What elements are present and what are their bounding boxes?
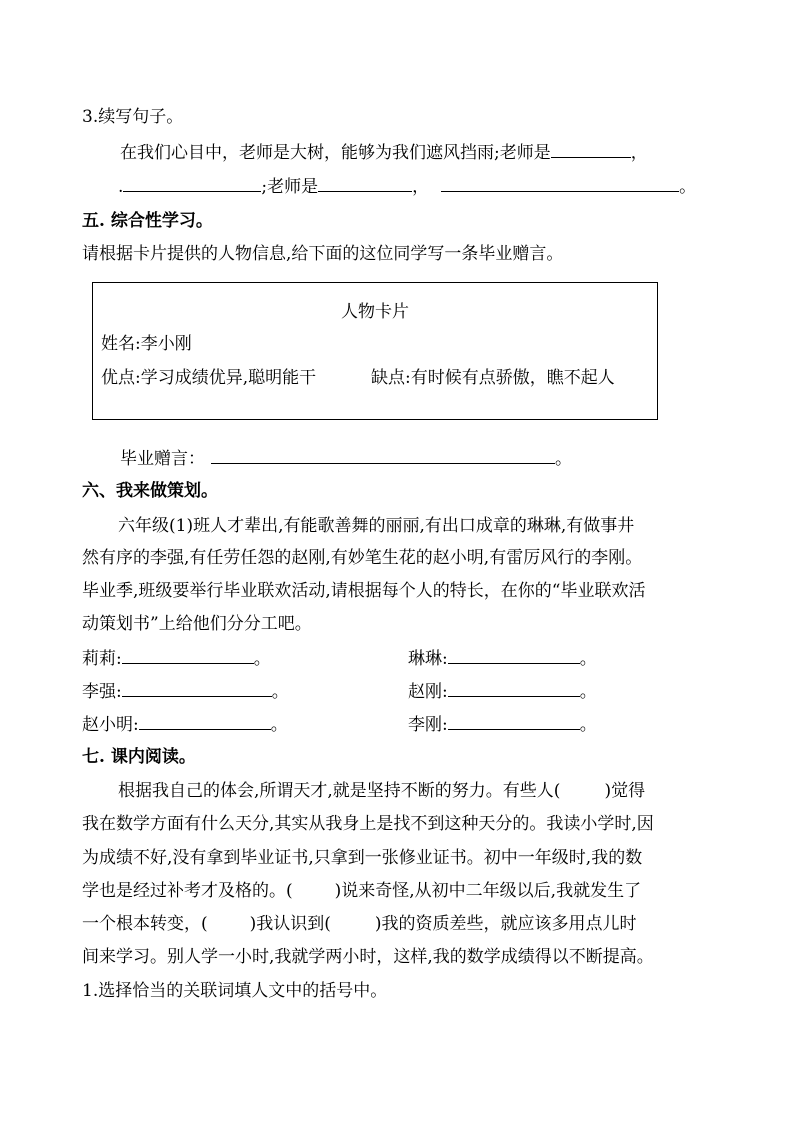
graduation-message-row	[120, 447, 572, 470]
punct: 。	[579, 715, 597, 735]
section-6-paragraph-line: 六年级(1)班人才辈出,有能歌善舞的丽丽,有出口成章的琳琳,有做事井	[118, 516, 635, 536]
answer-blank[interactable]	[318, 175, 412, 192]
question-1: 1.选择恰当的关联词填人文中的括号中。	[82, 981, 388, 1001]
reading-text: 一个根本转变，(	[82, 914, 208, 934]
section-6-paragraph-line: 然有序的李强,有任劳任怨的赵刚,有妙笔生花的赵小明,有雷厉风行的李刚。	[82, 548, 643, 568]
assignment-blank[interactable]	[448, 680, 580, 697]
reading-line: 为成绩不好,没有拿到毕业证书,只拿到一张修业证书。初中一年级时,我的数	[82, 848, 643, 868]
assignment-blank[interactable]	[448, 713, 580, 730]
punct: 。	[679, 177, 697, 197]
punct: 。	[579, 682, 597, 702]
reading-text: )我认识到(	[249, 914, 331, 934]
assignment-label: 赵小明:	[82, 715, 139, 735]
question-3-line-1	[120, 141, 648, 164]
reading-line: 我在数学方面有什么天分,其实从我身上是找不到这种天分的。我读小学时,因	[82, 814, 654, 834]
assignment-row	[408, 680, 597, 703]
assignment-blank[interactable]	[448, 647, 580, 664]
question-3-title: 3.续写句子。	[82, 107, 184, 127]
reading-text: )觉得	[604, 781, 646, 801]
question-3-text-2: ;老师是	[261, 177, 319, 197]
reading-text: 根据我自己的体会,所谓天才,就是坚持不断的努力。有些人(	[118, 781, 561, 801]
assignment-row	[82, 647, 271, 670]
punct: 。	[253, 649, 271, 669]
answer-blank[interactable]	[441, 175, 679, 192]
section-5-heading: 五. 综合性学习。	[82, 211, 213, 231]
character-card	[92, 282, 658, 420]
reading-text: )我的资质差些，就应该多用点儿时	[374, 914, 637, 934]
section-6-heading: 六、我来做策划。	[82, 481, 218, 501]
assignment-row	[408, 647, 597, 670]
reading-text: )说来奇怪,从初中二年级以后,我就发生了	[334, 881, 642, 901]
answer-blank[interactable]	[551, 141, 631, 158]
reading-line	[82, 880, 641, 902]
reading-line: 间来学习。别人学一小时,我就学两小时，这样,我的数学成绩得以不断提高。	[82, 947, 654, 967]
assignment-row	[82, 680, 289, 703]
punct: 。	[579, 649, 597, 669]
section-7-heading: 七. 课内阅读。	[82, 747, 196, 767]
punct: 。	[555, 449, 572, 469]
section-6-paragraph-line: 动策划书”上给他们分分工吧。	[82, 614, 312, 634]
section-6-paragraph-line: 毕业季,班级要举行毕业联欢活动,请根据每个人的特长，在你的“毕业联欢活	[82, 581, 646, 601]
assignment-label: 李刚:	[408, 715, 448, 735]
assignment-blank[interactable]	[139, 713, 271, 730]
assignment-label: 赵刚:	[408, 682, 448, 702]
reading-text: 学也是经过补考才及格的。(	[82, 881, 293, 901]
assignment-row	[408, 713, 597, 736]
assignment-label: 琳琳:	[408, 649, 448, 669]
reading-line	[118, 780, 645, 802]
punct: ，	[630, 143, 648, 163]
section-5-instruction: 请根据卡片提供的人物信息,给下面的这位同学写一条毕业赠言。	[82, 244, 564, 264]
assignment-label: 李强:	[82, 682, 122, 702]
reading-line	[82, 913, 637, 935]
graduation-message-blank[interactable]	[211, 447, 555, 464]
answer-blank[interactable]	[123, 175, 261, 192]
punct: 。	[271, 682, 289, 702]
assignment-row	[82, 713, 288, 736]
card-merits: 优点:学习成绩优异,聪明能干	[101, 368, 317, 388]
card-faults: 缺点:有时候有点骄傲，瞧不起人	[371, 368, 615, 388]
card-title: 人物卡片	[341, 302, 409, 322]
question-3-line-2	[118, 175, 696, 198]
assignment-blank[interactable]	[122, 647, 254, 664]
punct: .	[118, 177, 124, 197]
punct: ，	[412, 177, 430, 197]
assignment-label: 莉莉:	[82, 649, 122, 669]
punct: 。	[270, 715, 288, 735]
graduation-message-label: 毕业赠言：	[120, 449, 205, 469]
question-3-text: 在我们心目中，老师是大树，能够为我们遮风挡雨;老师是	[120, 143, 551, 163]
card-name: 姓名:李小刚	[101, 334, 192, 354]
assignment-blank[interactable]	[122, 680, 272, 697]
